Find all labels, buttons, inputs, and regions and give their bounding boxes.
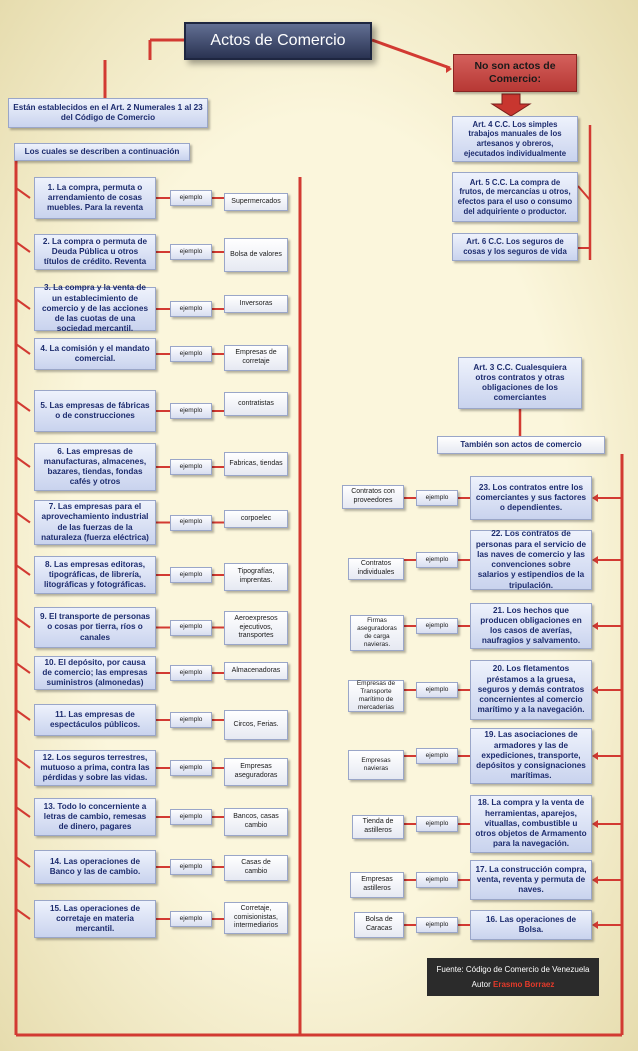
connector: [16, 242, 30, 252]
ejemplo-label: ejemplo: [170, 190, 212, 206]
arrowhead: [592, 494, 598, 502]
arrowhead: [592, 921, 598, 929]
connector: [16, 710, 30, 720]
right-example-box: Firmas aseguradoras de carga navieras.: [350, 615, 404, 651]
connector: [16, 663, 30, 673]
right-item-box: 21. Los hechos que producen obligaciones en los casos de averías, naufragios y salvamento.: [470, 603, 592, 649]
tambien-box: También son actos de comercio: [437, 436, 605, 454]
autor-line: [472, 980, 555, 989]
ejemplo-label: ejemplo: [170, 567, 212, 583]
right-item-box: 22. Los contratos de personas para el servicio de las naves de comercio y las convenciones sobre salarios y estipendios de la tripulación.: [470, 530, 592, 590]
left-item-box: 9. El transporte de personas o cosas por tierra, ríos o canales: [34, 607, 156, 648]
right-item-box: 23. Los contratos entre los comerciantes y sus factores o dependientes.: [470, 476, 592, 520]
left-example-box: Bolsa de valores: [224, 238, 288, 272]
left-example-box: contratistas: [224, 392, 288, 416]
connector: [16, 857, 30, 867]
left-example-box: Empresas aseguradoras: [224, 758, 288, 786]
left-item-box: 14. Las operaciones de Banco y las de cambio.: [34, 850, 156, 884]
ejemplo-label: ejemplo: [416, 552, 458, 568]
connector: [16, 299, 30, 309]
ejemplo-label: ejemplo: [416, 490, 458, 506]
left-item-box: 15. Las operaciones de corretaje en materia mercantil.: [34, 900, 156, 938]
left-item-box: 11. Las empresas de espectáculos públicos.: [34, 704, 156, 736]
right-example-box: Bolsa de Caracas: [354, 912, 404, 938]
source-footer: [427, 958, 599, 996]
connector: [16, 513, 30, 523]
ejemplo-label: ejemplo: [170, 760, 212, 776]
ejemplo-label: ejemplo: [170, 346, 212, 362]
art3-box: Art. 3 C.C. Cualesquiera otros contratos y otras obligaciones de los comerciantes: [458, 357, 582, 409]
connector: [16, 758, 30, 768]
establecidos-box: Están establecidos en el Art. 2 Numerales 1 al 23 del Código de Comercio: [8, 98, 208, 128]
left-example-box: Fabricas, tiendas: [224, 452, 288, 476]
right-item-box: 18. La compra y la venta de herramientas, aparejos, vituallas, combustible u otros objetos de Armamento para la navegación.: [470, 795, 592, 853]
left-example-box: Circos, Ferias.: [224, 710, 288, 740]
right-item-box: 16. Las operaciones de Bolsa.: [470, 910, 592, 940]
left-example-box: Empresas de corretaje: [224, 345, 288, 371]
ejemplo-label: ejemplo: [416, 872, 458, 888]
ejemplo-label: ejemplo: [170, 665, 212, 681]
connector: [16, 618, 30, 628]
no-son-item: Art. 6 C.C. Los seguros de cosas y los seguros de vida: [452, 233, 578, 261]
left-item-box: 1. La compra, permuta o arrendamiento de cosas muebles. Para la reventa: [34, 177, 156, 219]
left-item-box: 8. Las empresas editoras, tipográficas, de librería, litográficas y fotográficas.: [34, 556, 156, 594]
arrowhead: [592, 876, 598, 884]
left-example-box: Aeroexpresos ejecutivos, transportes: [224, 611, 288, 645]
right-item-box: 17. La construcción compra, venta, reventa y permuta de naves.: [470, 860, 592, 900]
autor-label: Autor: [471, 980, 491, 989]
left-example-box: Almacenadoras: [224, 662, 288, 680]
left-item-box: 6. Las empresas de manufacturas, almacenes, bazares, tiendas, fondas cafés y otros: [34, 443, 156, 491]
ejemplo-label: ejemplo: [170, 911, 212, 927]
no-son-item: Art. 5 C.C. La compra de frutos, de mercancías u otros, efectos para el uso o consumo del adquiriente o productor.: [452, 172, 578, 222]
no-son-item: Art. 4 C.C. Los simples trabajos manuales de los artesanos y obreros, ejecutados individualmente: [452, 116, 578, 162]
arrowhead: [592, 752, 598, 760]
right-example-box: Tienda de astilleros: [352, 815, 404, 839]
ejemplo-label: ejemplo: [170, 859, 212, 875]
ejemplo-label: ejemplo: [170, 403, 212, 419]
describen-box: Los cuales se describen a continuación: [14, 143, 190, 161]
left-example-box: corpoelec: [224, 510, 288, 528]
left-example-box: Supermercados: [224, 193, 288, 211]
left-item-box: 10. El depósito, por causa de comercio; las empresas suministros (almonedas): [34, 656, 156, 690]
connector: [16, 807, 30, 817]
ejemplo-label: ejemplo: [170, 620, 212, 636]
right-example-box: Contratos individuales: [348, 558, 404, 580]
left-example-box: Corretaje, comisionistas, intermediarios: [224, 902, 288, 934]
left-item-box: 3. La compra y la venta de un establecimiento de comercio y de las acciones de las cuotas de una sociedad mercantil.: [34, 287, 156, 331]
connector: [16, 401, 30, 411]
ejemplo-label: ejemplo: [170, 459, 212, 475]
left-example-box: Inversoras: [224, 295, 288, 313]
connector: [16, 457, 30, 467]
ejemplo-label: ejemplo: [170, 712, 212, 728]
ejemplo-label: ejemplo: [416, 618, 458, 634]
down-arrow-icon: [492, 94, 530, 116]
left-item-box: 13. Todo lo concerniente a letras de cambio, remesas de dinero, pagares: [34, 798, 156, 836]
right-example-box: Empresas astilleros: [350, 872, 404, 898]
arrowhead: [592, 686, 598, 694]
ejemplo-label: ejemplo: [170, 301, 212, 317]
autor-name: Erasmo Borraez: [493, 980, 555, 989]
right-example-box: Contratos con proveedores: [342, 485, 404, 509]
arrowhead: [592, 622, 598, 630]
connector: [16, 344, 30, 354]
arrowhead: [592, 820, 598, 828]
connector: [16, 565, 30, 575]
connector: [372, 40, 450, 68]
right-example-box: Empresas navieras: [348, 750, 404, 780]
connector: [16, 909, 30, 919]
left-item-box: 4. La comisión y el mandato comercial.: [34, 338, 156, 370]
connector: [578, 186, 590, 200]
connector: [16, 188, 30, 198]
diagram-title: Actos de Comercio: [184, 22, 372, 60]
left-item-box: 5. Las empresas de fábricas o de construcciones: [34, 390, 156, 432]
ejemplo-label: ejemplo: [416, 917, 458, 933]
left-example-box: Casas de cambio: [224, 855, 288, 881]
left-item-box: 2. La compra o permuta de Deuda Pública u otros títulos de crédito. Reventa: [34, 234, 156, 270]
ejemplo-label: ejemplo: [416, 816, 458, 832]
right-item-box: 20. Los fletamentos préstamos a la gruesa, seguros y demás contratos concernientes al comercio marítimo y a la navegación.: [470, 660, 592, 720]
left-item-box: 12. Los seguros terrestres, mutuoso a prima, contra las pérdidas y sobre las vidas.: [34, 750, 156, 786]
no-son-header: No son actos de Comercio:: [453, 54, 577, 92]
right-example-box: Empresas de Transporte marítimo de mercaderías: [348, 680, 404, 712]
ejemplo-label: ejemplo: [416, 748, 458, 764]
ejemplo-label: ejemplo: [170, 809, 212, 825]
left-example-box: Tipografías, imprentas.: [224, 563, 288, 591]
ejemplo-label: ejemplo: [170, 244, 212, 260]
ejemplo-label: ejemplo: [170, 515, 212, 531]
left-example-box: Bancos, casas cambio: [224, 808, 288, 836]
fuente-text: Fuente: Código de Comercio de Venezuela: [436, 965, 590, 974]
right-item-box: 19. Las asociaciones de armadores y las de expediciones, transporte, depósitos y consignaciones marítimas.: [470, 728, 592, 784]
arrowhead: [592, 556, 598, 564]
left-item-box: 7. Las empresas para el aprovechamiento industrial de las fuerzas de la naturaleza (fuerza eléctrica): [34, 500, 156, 545]
ejemplo-label: ejemplo: [416, 682, 458, 698]
